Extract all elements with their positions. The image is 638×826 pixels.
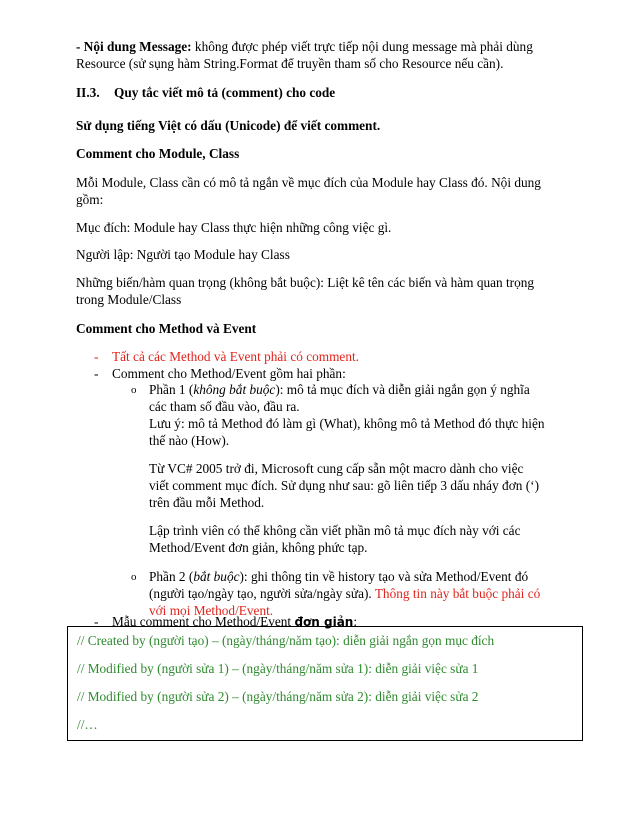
part1-suffix: ): mô tả mục đích và diễn giải ngắn gọn ý nghĩa	[275, 382, 530, 397]
part1-prefix: Phần 1 (	[149, 382, 194, 397]
note-line1: Lưu ý: mô tả Method đó làm gì (What), không mô tả Method đó thực hiện	[149, 416, 545, 431]
part1-italic: không bắt buộc	[193, 382, 276, 397]
sample-bold: đơn giản	[294, 615, 354, 629]
part2-italic: bắt buộc	[193, 569, 240, 584]
sample-prefix: Mẫu comment cho Method/Event	[112, 614, 295, 629]
code-line-modified-2: // Modified by (người sửa 2) – (ngày/tháng/năm sửa 2): diễn giải việc sửa 2	[77, 689, 479, 704]
vc-line3: trên đầu mỗi Method.	[149, 495, 265, 510]
dev-line2: Method/Event đơn giản, không phức tạp.	[149, 540, 368, 555]
vc-line1: Từ VC# 2005 trở đi, Microsoft cung cấp sẵn một macro dành cho việc	[149, 461, 524, 476]
part2-line2	[149, 585, 540, 602]
vars-line2: trong Module/Class	[76, 292, 182, 307]
content-message-text: không được phép viết trực tiếp nội dung message mà phải dùng	[191, 39, 533, 54]
note-line2: thế nào (How).	[149, 433, 230, 448]
content-message-line2: Resource (sử sụng hàm String.Format để truyền tham số cho Resource nếu cần).	[76, 56, 504, 71]
content-message-label: - Nội dung Message:	[76, 39, 192, 54]
section-number: II.3.	[76, 85, 100, 100]
author-line: Người lập: Người tạo Module hay Class	[76, 247, 290, 262]
all-methods-rule: Tất cả các Method và Event phải có comment.	[112, 349, 359, 364]
two-parts-line: Comment cho Method/Event gồm hai phần:	[112, 366, 346, 381]
code-sample-box	[67, 626, 583, 741]
unicode-rule: Sử dụng tiếng Việt có dấu (Unicode) để viết comment.	[76, 118, 381, 133]
code-line-ellipsis: //…	[77, 717, 98, 732]
part2-prefix: Phần 2 (	[149, 569, 194, 584]
sub-bullet-o: o	[131, 571, 137, 583]
section-title: Quy tắc viết mô tả (comment) cho code	[114, 85, 336, 100]
part2-line2-text: (người tạo/ngày tạo, người sửa/ngày sửa).	[149, 586, 375, 601]
bullet-dash: -	[94, 614, 99, 629]
content-message-line1	[76, 38, 533, 55]
code-line-created: // Created by (người tạo) – (ngày/tháng/năm tạo): diễn giải ngắn gọn mục đích	[77, 633, 495, 648]
purpose-line: Mục đích: Module hay Class thực hiện những công việc gì.	[76, 220, 392, 235]
part2-suffix: ): ghi thông tin về history tạo và sửa Method/Event đó	[239, 569, 529, 584]
part1-line1	[149, 381, 530, 398]
module-heading: Comment cho Module, Class	[76, 146, 240, 161]
part2-line3: với mọi Method/Event.	[149, 603, 274, 618]
module-desc-line2: gồm:	[76, 192, 104, 207]
bullet-dash: -	[94, 366, 99, 381]
part2-line1	[149, 568, 528, 585]
part2-required-note: Thông tin này bắt buộc phải có	[374, 586, 541, 601]
module-desc-line1: Mỗi Module, Class cần có mô tả ngắn về mục đích của Module hay Class đó. Nội dung	[76, 175, 541, 190]
vars-line1: Những biến/hàm quan trọng (không bắt buộc): Liệt kê tên các biến và hàm quan trọng	[76, 275, 535, 290]
sample-suffix: :	[353, 614, 358, 629]
code-line-modified-1: // Modified by (người sửa 1) – (ngày/tháng/năm sửa 1): diễn giải việc sửa 1	[77, 661, 479, 676]
dev-line1: Lập trình viên có thể không cần viết phần mô tả mục đích này với các	[149, 523, 521, 538]
part1-line2: các tham số đầu vào, đầu ra.	[149, 399, 300, 414]
bullet-dash: -	[94, 349, 99, 364]
method-heading: Comment cho Method và Event	[76, 321, 257, 336]
sub-bullet-o: o	[131, 384, 137, 396]
vc-line2: viết comment mục đích. Sử dụng như sau: gõ liên tiếp 3 dấu nháy đơn (‘)	[149, 478, 539, 493]
